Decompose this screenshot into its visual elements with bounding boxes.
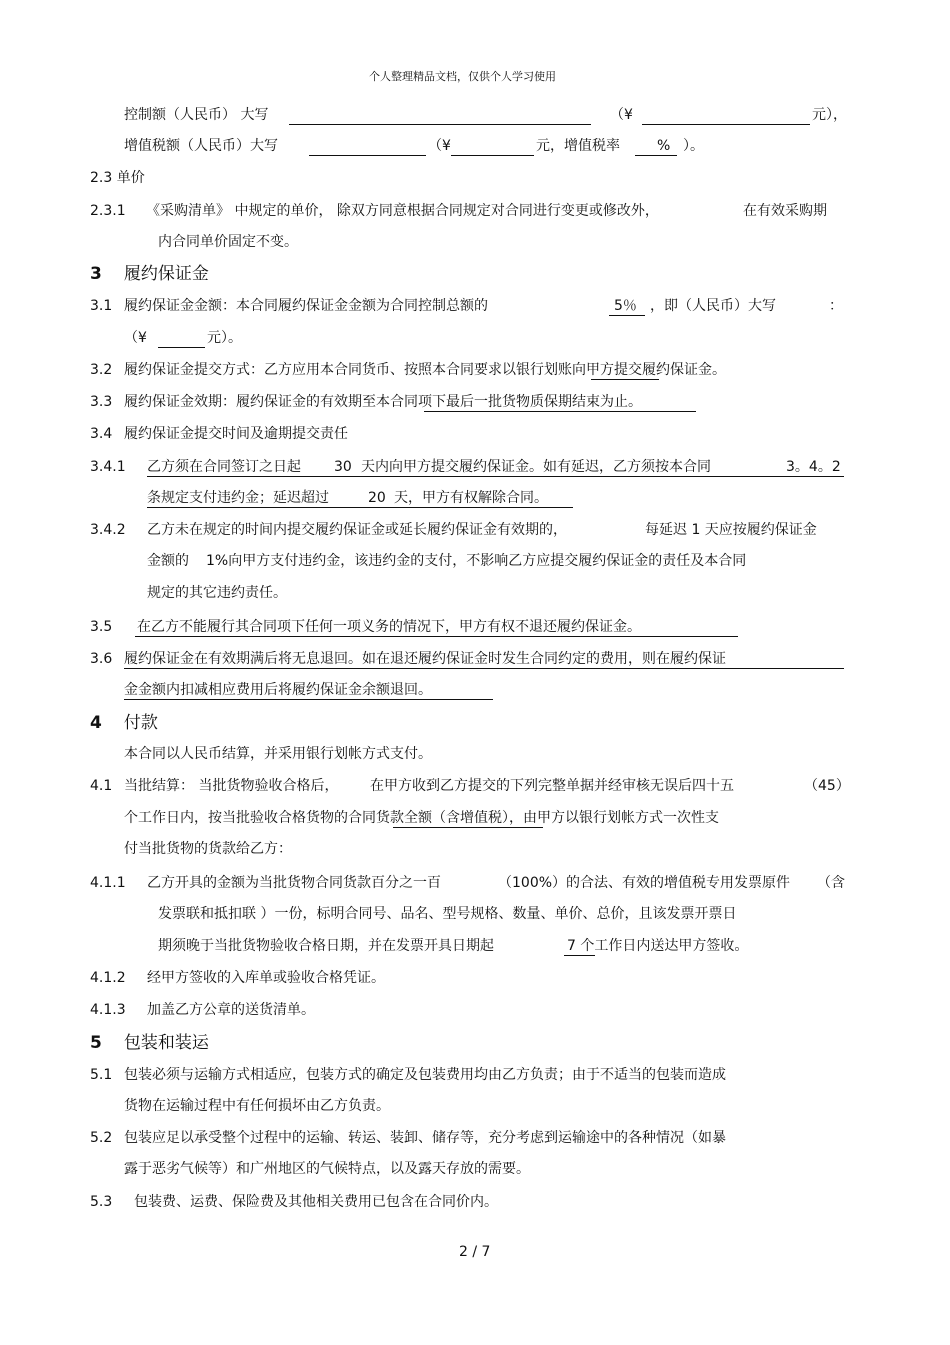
clause-number: 3.4 [90, 426, 113, 442]
clause-number: 5.1 [90, 1067, 113, 1083]
blank-line [158, 347, 205, 348]
clause-4-1-1-text: 发票联和抵扣联 ）一份，标明合同号、品名、型号规格、数量、单价、总价，且该发票开票日 [158, 906, 737, 922]
underline [124, 699, 493, 700]
clause-3-4-2-text: 规定的其它违约责任。 [147, 585, 287, 601]
yen-paren: （¥ [124, 330, 147, 346]
vat-amount-label: 增值税额（人民币）大写 [124, 138, 278, 154]
blank-line [309, 155, 426, 156]
clause-number: 3.5 [90, 619, 113, 635]
clause-3-1-text: ，即（人民币）大写 [650, 298, 776, 314]
section-4-intro: 本合同以人民币结算，并采用银行划帐方式支付。 [124, 746, 432, 762]
clause-5-2-text: 露于恶劣气候等）和广州地区的气候特点，以及露天存放的需要。 [124, 1161, 530, 1177]
clause-3-4-2-text: 金额的 [147, 553, 189, 569]
page-number: 2 / 7 [459, 1244, 491, 1260]
clause-number: 4.1.2 [90, 970, 126, 986]
clause-4-1-1-text: （含 [817, 875, 845, 891]
section-heading [90, 263, 209, 285]
yen-paren: （¥ [428, 138, 451, 154]
clause-4-1-1-text: 期须晚于当批货物验收合格日期，并在发票开具日期起 [158, 938, 494, 954]
clause-5-1-text: 货物在运输过程中有任何损坏由乙方负责。 [124, 1098, 390, 1114]
paren-close: ）。 [683, 138, 704, 154]
clause-number: 4.1.1 [90, 875, 126, 891]
clause-4-1-1-text: 7 个工作日内送达甲方签收。 [567, 938, 749, 954]
clause-4-1-text: 在甲方收到乙方提交的下列完整单据并经审核无误后四十五 [370, 778, 734, 794]
clause-3-2-text: 履约保证金提交方式：乙方应用本合同货币、按照本合同要求以银行划账向甲方提交履约保证金。 [124, 362, 726, 378]
clause-number: 3.6 [90, 651, 113, 667]
deposit-percent: 5％ [614, 298, 637, 314]
clause-reference: 3。4。2 [786, 459, 841, 475]
heading-title: 付款 [123, 713, 158, 733]
clause-number: 4.1 [90, 778, 113, 794]
clause-number: 3.1 [90, 298, 113, 314]
clause-4-1-1-text: 乙方开具的金额为当批货物合同货款百分之一百 [147, 875, 441, 891]
clause-4-1-text: 付当批货物的货款给乙方： [124, 841, 292, 857]
blank-line [289, 124, 591, 125]
clause-3-4-1-text: 天，甲方有权解除合同。 [394, 490, 548, 506]
clause-5-2-text: 包装应足以承受整个过程中的运输、转运、装卸、储存等，充分考虑到运输途中的各种情况（如暴 [124, 1130, 726, 1146]
clause-3-4-1-text: 天内向甲方提交履约保证金。如有延迟，乙方须按本合同 [361, 459, 711, 475]
vat-rate-percent: % [657, 138, 671, 154]
blank-line [635, 155, 677, 156]
clause-3-5-text: 在乙方不能履行其合同项下任何一项义务的情况下，甲方有权不退还履约保证金。 [137, 619, 641, 635]
heading-number: 4 [90, 713, 102, 733]
heading-number: 3 [90, 264, 102, 284]
clause-3-1-text: ： [829, 298, 843, 314]
clause-3-4-text: 履约保证金提交时间及逾期提交责任 [124, 426, 348, 442]
underline [591, 379, 659, 380]
underline [393, 827, 543, 828]
underline [147, 476, 844, 477]
underline [564, 955, 595, 956]
clause-number: 3.3 [90, 394, 113, 410]
yuan-close: 元）， [812, 107, 847, 123]
section-heading [90, 712, 158, 734]
vat-rate-label: 元，增值税率 [536, 138, 620, 154]
clause-2-3-1-text: 在有效采购期 [743, 203, 827, 219]
clause-number: 3.4.1 [90, 459, 126, 475]
clause-2-3-1-text: 内合同单价固定不变。 [158, 234, 298, 250]
heading-number: 5 [90, 1033, 102, 1053]
clause-4-1-3-text: 加盖乙方公章的送货清单。 [147, 1002, 315, 1018]
clause-number: 5.2 [90, 1130, 113, 1146]
clause-3-6-text: 履约保证金在有效期满后将无息退回。如在退还履约保证金时发生合同约定的费用，则在履约保证 [124, 651, 726, 667]
underline [424, 411, 696, 412]
clause-3-4-1-text: 乙方须在合同签订之日起 [147, 459, 301, 475]
clause-4-1-text: 当批结算： 当批货物验收合格后， [124, 778, 339, 794]
days-value: 20 [368, 490, 386, 506]
clause-4-1-2-text: 经甲方签收的入库单或验收合格凭证。 [147, 970, 385, 986]
clause-2-3-1-text: 《采购清单》 中规定的单价， 除双方同意根据合同规定对合同进行变更或修改外， [146, 203, 659, 219]
clause-number: 3.2 [90, 362, 113, 378]
heading-title: 履约保证金 [123, 264, 209, 284]
yen-paren: （¥ [610, 107, 633, 123]
clause-number: 5.3 [90, 1194, 113, 1210]
control-amount-label: 控制额（人民币） 大写 [124, 107, 269, 123]
underline [147, 507, 573, 508]
clause-4-1-text: （45） [804, 778, 850, 794]
clause-number: 4.1.3 [90, 1002, 126, 1018]
blank-line [451, 155, 534, 156]
clause-number: 2.3.1 [90, 203, 126, 219]
clause-5-3-text: 包装费、运费、保险费及其他相关费用已包含在合同价内。 [134, 1194, 498, 1210]
clause-number: 3.4.2 [90, 522, 126, 538]
heading-title: 包装和装运 [123, 1033, 209, 1053]
clause-3-4-2-text: 乙方未在规定的时间内提交履约保证金或延长履约保证金有效期的， [147, 522, 567, 538]
clause-3-4-1-text: 条规定支付违约金；延迟超过 [147, 490, 329, 506]
underline [135, 636, 738, 637]
section-heading [90, 1032, 209, 1054]
clause-5-1-text: 包装必须与运输方式相适应，包装方式的确定及包装费用均由乙方负责；由于不适当的包装而造成 [124, 1067, 726, 1083]
days-value: 30 [334, 459, 352, 475]
clause-3-3-text: 履约保证金效期：履约保证金的有效期至本合同项下最后一批货物质保期结束为止。 [124, 394, 642, 410]
blank-line [642, 124, 810, 125]
clause-3-4-2-text: 每延迟 1 天应按履约保证金 [645, 522, 817, 538]
clause-3-6-text: 金金额内扣减相应费用后将履约保证金余额退回。 [124, 682, 432, 698]
section-2-3: 2.3 单价 [90, 170, 145, 186]
clause-4-1-text: 个工作日内，按当批验收合格货物的合同货款全额（含增值税），由甲方以银行划帐方式一次性支 [124, 810, 719, 826]
underline [124, 668, 844, 669]
clause-3-4-2-text: 1%向甲方支付违约金，该违约金的支付，不影响乙方应提交履约保证金的责任及本合同 [206, 553, 747, 569]
clause-4-1-1-text: （100%）的合法、有效的增值税专用发票原件 [498, 875, 791, 891]
clause-3-1-text: 履约保证金金额：本合同履约保证金金额为合同控制总额的 [124, 298, 488, 314]
page-header: 个人整理精品文档，仅供个人学习使用 [369, 70, 556, 83]
blank-line [609, 315, 645, 316]
yuan-close: 元）。 [207, 330, 242, 346]
